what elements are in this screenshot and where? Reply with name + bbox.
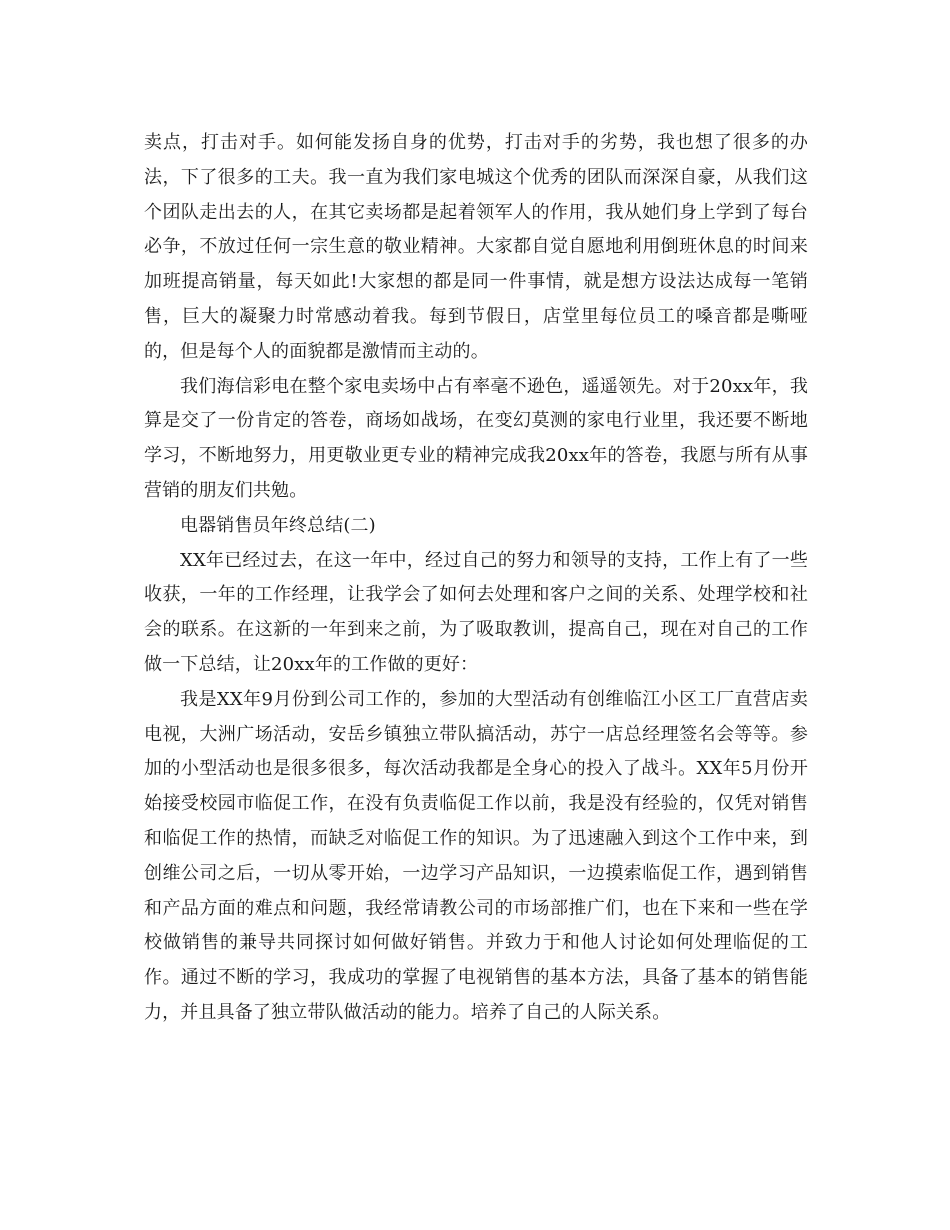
document-body (144, 126, 808, 1031)
paragraph-year-intro: XX年已经过去，在这一年中，经过自己的努力和领导的支持，工作上有了一些收获，一年的工作经理，让我学会了如何去处理和客户之间的关系、处理学校和社会的联系。在这新的一年到来之前，为了吸取教训，提高自己，现在对自己的工作做一下总结，让20xx年的工作做的更好： (144, 549, 808, 675)
paragraph-hisense-summary: 我们海信彩电在整个家电卖场中占有率毫不逊色，遥遥领先。对于20xx年，我算是交了一份肯定的答卷，商场如战场，在变幻莫测的家电行业里，我还要不断地学习，不断地努力，用更敬业更专业的精神完成我20xx年的答卷，我愿与所有从事营销的朋友们共勉。 (144, 375, 808, 501)
paragraph-work-experience: 我是XX年9月份到公司工作的，参加的大型活动有创维临江小区工厂直营店卖电视，大洲广场活动，安岳乡镇独立带队搞活动，苏宁一店总经理签名会等等。参加的小型活动也是很多很多，每次活动我都是全身心的投入了战斗。XX年5月份开始接受校园市临促工作，在没有负责临促工作以前，我是没有经验的，仅凭对销售和临促工作的热情，而缺乏对临促工作的知识。为了迅速融入到这个工作中来，到创维公司之后，一切从零开始，一边学习产品知识，一边摸索临促工作，遇到销售和产品方面的难点和问题，我经常请教公司的市场部推广们，也在下来和一些在学校做销售的兼导共同探讨如何做好销售。并致力于和他人讨论如何处理临促的工作。通过不断的学习，我成功的掌握了电视销售的基本方法，具备了基本的销售能力，并且具备了独立带队做活动的能力。培养了自己的人际关系。 (144, 688, 808, 1023)
section-heading: 电器销售员年终总结(二) (180, 514, 376, 536)
paragraph-continuation: 卖点，打击对手。如何能发扬自身的优势，打击对手的劣势，我也想了很多的办法，下了很多的工夫。我一直为我们家电城这个优秀的团队而深深自豪，从我们这个团队走出去的人，在其它卖场都是起着领军人的作用，我从她们身上学到了每台必争，不放过任何一宗生意的敬业精神。大家都自觉自愿地利用倒班休息的时间来加班提高销量，每天如此!大家想的都是同一件事情，就是想方设法达成每一笔销售，巨大的凝聚力时常感动着我。每到节假日，店堂里每位员工的嗓音都是嘶哑的，但是每个人的面貌都是激情而主动的。 (144, 132, 808, 362)
